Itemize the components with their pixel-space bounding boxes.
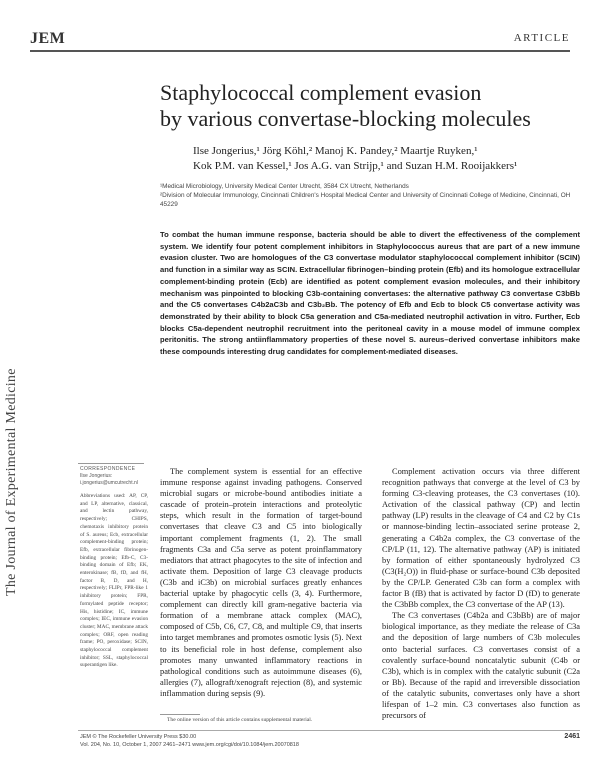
author-list <box>193 144 583 174</box>
body-paragraph: The C3 convertases (C4b2a and C3bBb) are of major biological importance, as they mediate the release of C3a and the deposition of large numbers of C3b molecules onto bacterial surfaces. C3 convertases consist of a covalently surface-bound noncatalytic subunit (C4b or C3b), which is in complex with the catalytic subunit (C2a or Bb). Because of the rapid and irreversible dissociation of the catalytic subunits, convertases only have a short lifespan of 1–2 min. C3 convertases also function as precursors of <box>382 611 580 721</box>
footer-line-1: JEM © The Rockefeller University Press $30.00 <box>80 734 197 740</box>
footer-line-2: Vol. 204, No. 10, October 1, 2007 2461–2471 www.jem.org/cgi/doi/10.1084/jem.20070818 <box>80 742 299 748</box>
vertical-journal-name: The Journal of Experimental Medicine <box>4 368 19 596</box>
affiliation-1: ¹Medical Microbiology, University Medical Center Utrecht, 3584 CX Utrecht, Netherlands <box>160 183 409 190</box>
page-number: 2461 <box>564 733 580 740</box>
authors-line-1: Ilse Jongerius,¹ Jörg Köhl,² Manoj K. Pandey,² Maartje Ruyken,¹ <box>193 145 478 157</box>
article-title <box>160 80 570 132</box>
affiliation-2: ²Division of Molecular Immunology, Cincinnati Children's Hospital Medical Center and University of Cincinnati College of Medicine, Cincinnati, OH 45229 <box>160 192 571 208</box>
title-line-1: Staphylococcal complement evasion <box>160 80 482 105</box>
correspondence-block <box>80 466 148 487</box>
sidebar-rule <box>78 463 144 464</box>
header-rule <box>30 50 570 52</box>
body-column-right <box>382 466 580 721</box>
section-label: ARTICLE <box>513 32 570 44</box>
footer-citation <box>80 733 299 749</box>
journal-logo: JEM <box>30 30 66 47</box>
body-paragraph: The complement system is essential for an effective immune response against invading pathogens. Conserved microbial sugars or microbe-bound antibodies initiate a cascade of protein–protein interactions and proteolytic steps, which result in the formation of target-bound convertases that cleave C3 and C5 into biologically important complement fragments (1, 2). The small fragments C3a and C5a serve as potent proinflammatory mediators that attract phagocytes to the site of infection and activate them. Deposition of large C3 cleavage products (C3b and iC3b) on microbial surfaces greatly enhances bacterial uptake by phagocytic cells (3, 4). Furthermore, complement can directly kill gram-negative bacteria via formation of a membrane attack complex (MAC), composed of C5b, C6, C7, C8, and multiple C9, that inserts into target membranes and promotes osmotic lysis (5). Next to its beneficial role in host defense, complement also promotes many unwanted inflammatory reactions in pathological conditions such as autoimmune diseases (6), allergies (7), allograft/xenograft rejection (8), and systemic inflammation during sepsis (9). <box>160 467 362 698</box>
footnote: The online version of this article contains supplemental material. <box>167 717 313 723</box>
title-line-2: by various convertase-blocking molecules <box>160 106 531 131</box>
authors-line-2: Kok P.M. van Kessel,¹ Jos A.G. van Strijp,¹ and Suzan H.M. Rooijakkers¹ <box>193 160 518 172</box>
footer-rule <box>78 730 580 731</box>
correspondence-name: Ilse Jongerius: <box>80 473 113 479</box>
correspondence-heading: CORRESPONDENCE <box>80 466 136 472</box>
abstract: To combat the human immune response, bacteria should be able to divert the effectiveness of the complement system. We identify four potent complement inhibitors in Staphylococcus aureus that are part of a new immune evasion cluster. Two are homologues of the C3 convertase modulator staphylococcal complement inhibitor (SCIN) and function in a similar way as SCIN. Extracellular fibrinogen–binding protein (Efb) and its homologue extracellular complement-binding protein (Ecb) are identified as potent complement evasion molecules, and their inhibitory mechanism was pinpointed to blocking C3b-containing convertases: the alternative pathway C3 convertase C3bBb and the C5 convertases C4b2aC3b and C3b₂Bb. The potency of Efb and Ecb to block C5 convertase activity was demonstrated by their ability to block C5a generation and C5a-mediated neutrophil activation in vitro. Further, Ecb blocks C5a-dependent neutrophil recruitment into the peritoneal cavity in a mouse model of immune complex peritonitis. The strong antiinflammatory properties of these novel S. aureus–derived convertase inhibitors make these compounds interesting drug candidates for complement-mediated diseases. <box>160 230 580 357</box>
body-column-left <box>160 466 362 699</box>
footnote-rule <box>160 714 200 715</box>
body-paragraph: Complement activation occurs via three different recognition pathways that converge at the level of C3 by forming C3-cleaving proteases, the C3 convertases (10). Activation of the classical pathway (CP) and lectin pathway (LP) results in the cleavage of C4 and C2 by C1s or mannose-binding lectin–associated serine protease 2, generating a C4b2a complex, the C3 convertase of the CP/LP (11, 12). The alternative pathway (AP) is initiated by formation of either spontaneously hydrolyzed C3 (C3(H₂O)) in fluid-phase or surface-bound C3b deposited by the CP/LP. Generated C3b can form a complex with factor B (fB) that is activated by factor D (fD) to generate the C3bBb complex, the C3 convertase of the AP (13). <box>382 467 580 610</box>
affiliations <box>160 182 580 209</box>
correspondence-email[interactable]: i.jongerius@umcutrecht.nl <box>80 480 138 486</box>
abbreviations-note: Abbreviations used: AP, CP, and LP, alternative, classical, and lectin pathway, respectively; CHIPS, chemotaxis inhibitory protein of S. aureus; Ecb, extracellular complement-binding protein; Efb, extracellular fibrinogen-binding protein; Efb-C, C3-binding domain of Efb; EK, enterokinase; fB, fD, and fH, factor B, D, and H, respectively; FLIPr, FPR-like 1 inhibitory protein; FPR, formylated peptide receptor; His, histidine; IC, immune complex; IEC, immune evasion cluster; MAC, membrane attack complex; ORF, open reading frame; PO, peroxidase; SCIN, staphylococcal complement inhibitor; SSL, staphylococcal superantigen like. <box>80 493 148 669</box>
